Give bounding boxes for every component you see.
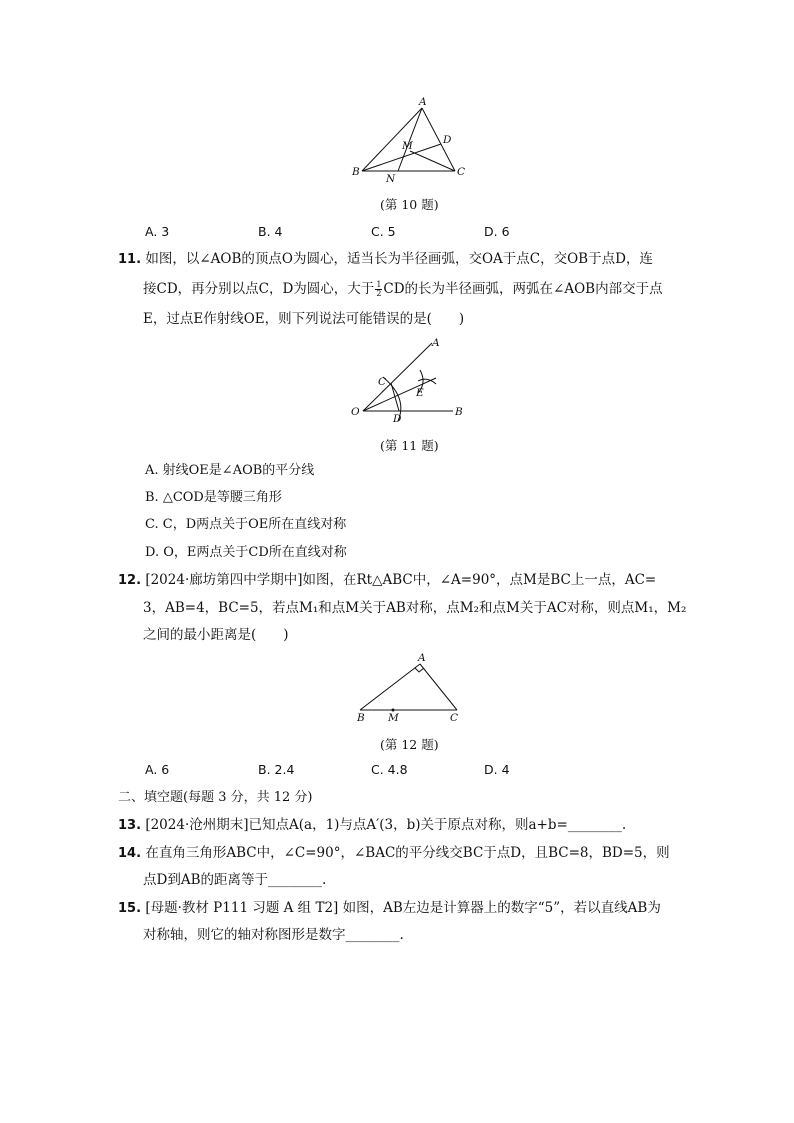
q14-number: 14. bbox=[118, 846, 142, 861]
q11-option-d[interactable]: D. O，E两点关于CD所在直线对称 bbox=[145, 545, 347, 560]
q11-fraction-numerator: 1 bbox=[376, 280, 382, 289]
q11-fraction bbox=[375, 281, 382, 298]
q14-text-line1: 在直角三角形ABC中，∠C=90°，∠BAC的平分线交BC于点D，且BC=8，BD=5，则 bbox=[145, 845, 670, 861]
q12-label-C: C bbox=[450, 712, 459, 724]
q12-option-a[interactable]: A. 6 bbox=[145, 762, 170, 777]
q12-caption: (第 12 题) bbox=[380, 737, 439, 752]
q15-text-line2: 对称轴，则它的轴对称图形是数字________. bbox=[143, 927, 404, 943]
q11-caption: (第 11 题) bbox=[380, 438, 439, 453]
q13-number: 13. bbox=[118, 818, 142, 833]
q10-segment-AN bbox=[398, 108, 422, 171]
q11-stem-line2 bbox=[143, 280, 663, 298]
q12-label-A: A bbox=[418, 652, 426, 664]
q11-option-c[interactable]: C. C，D两点关于OE所在直线对称 bbox=[145, 517, 347, 532]
q12-label-B: B bbox=[357, 712, 365, 724]
q10-option-a[interactable]: A. 3 bbox=[145, 224, 170, 239]
q10-segment-AC bbox=[422, 108, 455, 171]
q11-option-b[interactable]: B. △COD是等腰三角形 bbox=[145, 490, 282, 505]
q15-text-line1: [母题·教材 P111 习题 A 组 T2] 如图，AB左边是计算器上的数字“5”，若以直线AB为 bbox=[145, 900, 661, 916]
q12-stem-line1 bbox=[118, 571, 656, 590]
q11-option-a[interactable]: A. 射线OE是∠AOB的平分线 bbox=[145, 463, 315, 478]
q11-arc-from-C bbox=[418, 370, 423, 393]
q11-label-O: O bbox=[351, 406, 360, 418]
q10-segment-AB bbox=[362, 108, 422, 171]
q12-number: 12. bbox=[118, 573, 142, 588]
q10-option-d[interactable]: D. 6 bbox=[484, 224, 510, 239]
q12-stem-line3 bbox=[143, 626, 289, 644]
q11-label-A: A bbox=[432, 337, 440, 349]
q10-option-c[interactable]: C. 5 bbox=[371, 224, 396, 239]
q11-segment-CD bbox=[391, 383, 399, 411]
q11-label-E: E bbox=[416, 387, 424, 399]
q10-segment-MC bbox=[410, 151, 455, 171]
q11-arc-from-D bbox=[418, 379, 436, 384]
q11-stem-line3 bbox=[143, 310, 464, 328]
q11-fraction-denominator: 2 bbox=[376, 289, 382, 298]
q10-caption: (第 10 题) bbox=[380, 197, 439, 212]
q15-stem-line1 bbox=[118, 899, 661, 918]
q10-label-D: D bbox=[443, 134, 452, 146]
q10-label-A: A bbox=[419, 96, 427, 108]
q11-label-D: D bbox=[393, 413, 402, 425]
q11-arc-center-O bbox=[383, 377, 401, 421]
q11-label-C: C bbox=[378, 376, 387, 388]
q12-option-c[interactable]: C. 4.8 bbox=[371, 762, 408, 777]
q11-label-B: B bbox=[455, 406, 463, 418]
q12-text-line3: 之间的最小距离是( ) bbox=[143, 627, 289, 643]
q12-option-b[interactable]: B. 2.4 bbox=[258, 762, 295, 777]
q11-ray-OE bbox=[363, 378, 436, 411]
q12-segment-AC bbox=[420, 664, 457, 710]
q11-stem-line1 bbox=[118, 250, 653, 269]
q14-text-line2: 点D到AB的距离等于________. bbox=[143, 872, 327, 888]
q10-label-N: N bbox=[386, 173, 396, 185]
q13-stem-line1 bbox=[118, 816, 626, 835]
q10-label-C: C bbox=[457, 166, 466, 178]
q12-segment-AB bbox=[360, 664, 420, 710]
q10-label-B: B bbox=[352, 166, 360, 178]
q12-point-M bbox=[392, 709, 395, 712]
q10-label-M: M bbox=[402, 140, 413, 152]
q12-text-line2: 3，AB=4，BC=5，若点M₁和点M关于AB对称，点M₂和点M关于AC对称，则点M₁，M₂ bbox=[143, 600, 687, 616]
q10-segment-BD bbox=[362, 144, 441, 171]
q14-stem-line2 bbox=[143, 871, 326, 889]
q11-text-line2-pre: 接CD，再分别以点C，D为圆心，大于 bbox=[143, 281, 375, 297]
q11-text-line3: E，过点E作射线OE，则下列说法可能错误的是( ) bbox=[143, 311, 465, 327]
q15-number: 15. bbox=[118, 901, 142, 916]
q12-label-M: M bbox=[388, 712, 399, 724]
q13-text-line1: [2024·沧州期末]已知点A(a，1)与点A′(3，b)关于原点对称，则a+b=________. bbox=[145, 817, 627, 833]
q12-right-angle-mark bbox=[415, 668, 424, 672]
q11-text-line1: 如图，以∠AOB的顶点O为圆心，适当长为半径画弧，交OA于点C，交OB于点D，连 bbox=[145, 251, 653, 267]
q11-ray-OA bbox=[363, 343, 432, 411]
q11-number: 11. bbox=[118, 252, 142, 267]
q10-option-b[interactable]: B. 4 bbox=[258, 224, 283, 239]
q12-option-d[interactable]: D. 4 bbox=[484, 762, 510, 777]
q14-stem-line1 bbox=[118, 844, 670, 863]
q11-text-line2-post: CD的长为半径画弧，两弧在∠AOB内部交于点 bbox=[383, 281, 663, 297]
q12-text-line1: [2024·廊坊第四中学期中]如图，在Rt△ABC中，∠A=90°，点M是BC上一点，AC= bbox=[145, 572, 657, 588]
q12-stem-line2 bbox=[143, 599, 686, 617]
section-heading-fill-in: 二、填空题(每题 3 分，共 12 分) bbox=[118, 790, 313, 805]
q15-stem-line2 bbox=[143, 926, 404, 944]
